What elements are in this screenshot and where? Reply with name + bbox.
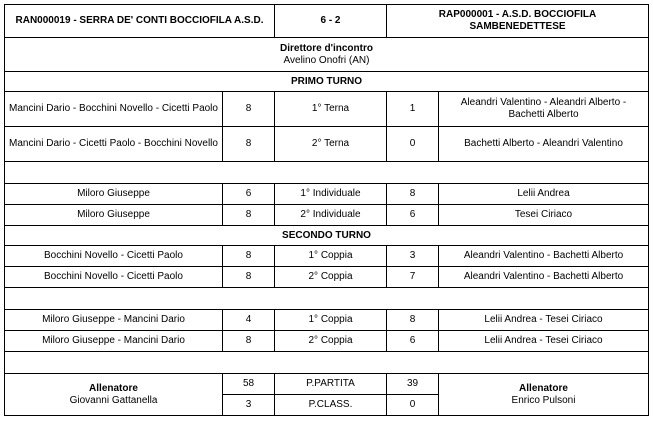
spacer-row [5,352,649,374]
away-team-name: RAP000001 - A.S.D. BOCCIOFILA SAMBENEDETTESE [387,5,649,38]
away-score: 7 [387,267,439,288]
game-label: 2° Terna [275,127,387,162]
home-class-points: 3 [223,395,275,416]
away-players: Lelii Andrea - Tesei Ciriaco [439,331,649,352]
away-players: Lelii Andrea [439,184,649,205]
away-players: Aleandri Valentino - Bachetti Alberto [439,246,649,267]
game-row [5,267,649,288]
home-players: Miloro Giuseppe - Mancini Dario [5,331,223,352]
game-row [5,127,649,162]
section-header-row [5,72,649,92]
game-row [5,184,649,205]
away-players: Aleandri Valentino - Bachetti Alberto [439,267,649,288]
director-cell [5,38,649,72]
away-players: Bachetti Alberto - Aleandri Valentino [439,127,649,162]
away-players: Tesei Ciriaco [439,205,649,226]
away-coach-cell [439,374,649,416]
game-row [5,205,649,226]
home-coach-label: Allenatore [89,382,138,394]
game-label: 2° Coppia [275,331,387,352]
game-label: 1° Terna [275,92,387,127]
game-row [5,310,649,331]
home-players: Miloro Giuseppe [5,184,223,205]
spacer-row [5,288,649,310]
home-coach-name: Giovanni Gattanella [69,394,158,406]
game-label: 1° Coppia [275,246,387,267]
game-label: 2° Coppia [275,267,387,288]
match-report-table [4,4,649,416]
match-score: 6 - 2 [275,5,387,38]
away-players: Lelii Andrea - Tesei Ciriaco [439,310,649,331]
away-class-points: 0 [387,395,439,416]
game-label: 1° Individuale [275,184,387,205]
director-row [5,38,649,72]
partita-points-label: P.PARTITA [275,374,387,395]
home-players: Miloro Giuseppe - Mancini Dario [5,310,223,331]
home-score: 8 [223,127,275,162]
home-players: Mancini Dario - Bocchini Novello - Cicetti Paolo [5,92,223,127]
director-name: Avelino Onofri (AN) [283,54,370,66]
secondo-turno-title: SECONDO TURNO [5,226,649,246]
home-coach-cell [5,374,223,416]
director-label: Direttore d'incontro [280,42,373,54]
spacer-row [5,162,649,184]
home-players: Mancini Dario - Cicetti Paolo - Bocchini Novello [5,127,223,162]
primo-turno-title: PRIMO TURNO [5,72,649,92]
game-row [5,92,649,127]
footer-row-partita [5,374,649,395]
home-players: Bocchini Novello - Cicetti Paolo [5,267,223,288]
away-score: 0 [387,127,439,162]
game-label: 2° Individuale [275,205,387,226]
home-score: 8 [223,331,275,352]
away-coach-name: Enrico Pulsoni [511,394,576,406]
game-row [5,331,649,352]
class-points-label: P.CLASS. [275,395,387,416]
away-score: 6 [387,205,439,226]
away-score: 8 [387,184,439,205]
section-header-row [5,226,649,246]
away-total-points: 39 [387,374,439,395]
away-score: 1 [387,92,439,127]
home-players: Bocchini Novello - Cicetti Paolo [5,246,223,267]
home-score: 8 [223,246,275,267]
away-score: 3 [387,246,439,267]
home-score: 8 [223,92,275,127]
header-row [5,5,649,38]
game-row [5,246,649,267]
game-label: 1° Coppia [275,310,387,331]
home-total-points: 58 [223,374,275,395]
home-score: 6 [223,184,275,205]
home-score: 8 [223,267,275,288]
away-score: 8 [387,310,439,331]
home-players: Miloro Giuseppe [5,205,223,226]
away-players: Aleandri Valentino - Aleandri Alberto - Bachetti Alberto [439,92,649,127]
away-score: 6 [387,331,439,352]
away-coach-label: Allenatore [519,382,568,394]
home-team-name: RAN000019 - SERRA DE' CONTI BOCCIOFILA A.S.D. [5,5,275,38]
home-score: 8 [223,205,275,226]
home-score: 4 [223,310,275,331]
